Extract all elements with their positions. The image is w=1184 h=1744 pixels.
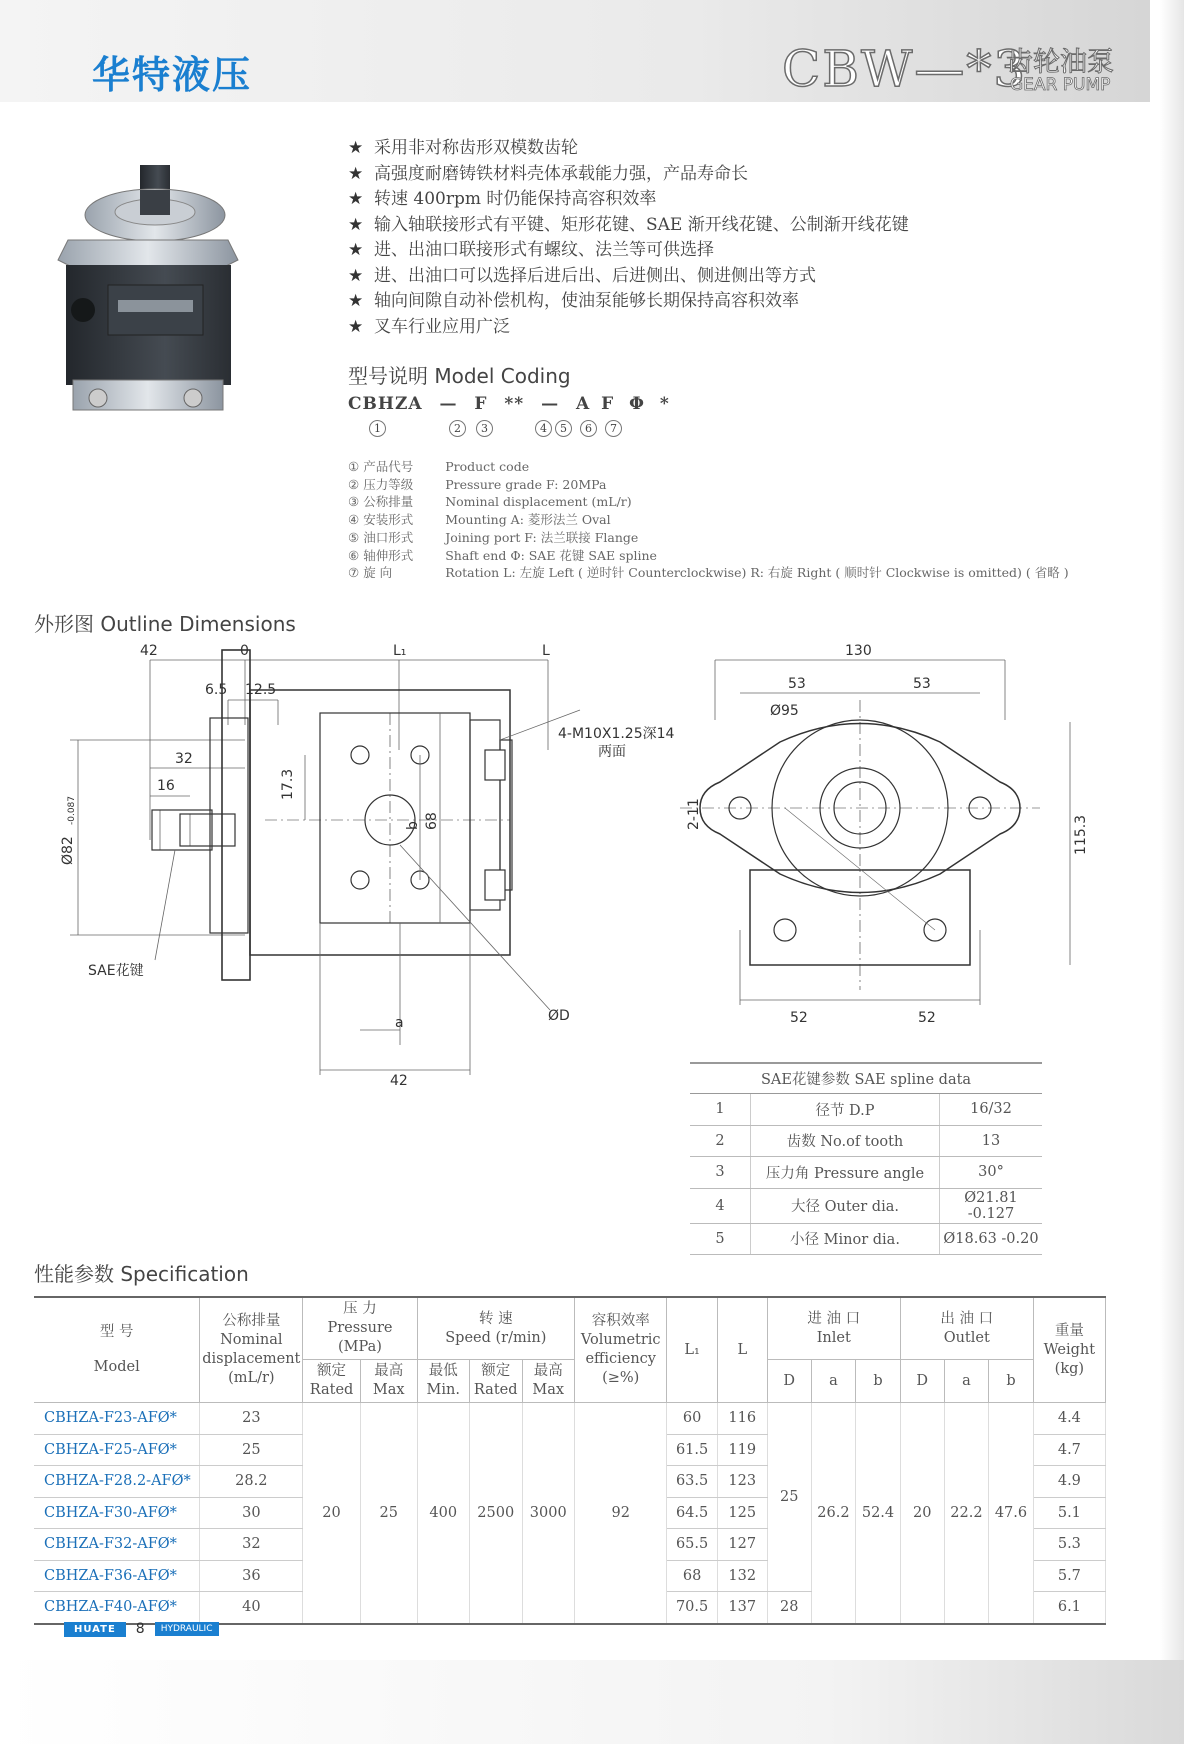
dim-32: 32	[175, 751, 193, 767]
feature-item: ★ 进、出油口可以选择后进后出、后进侧出、侧进侧出等方式	[348, 264, 909, 290]
star-icon: ★	[348, 316, 364, 337]
feature-item: ★ 输入轴联接形式有平键、矩形花键、SAE 渐开线花键、公制渐开线花键	[348, 213, 909, 239]
table-row: CBHZA-F23-AFØ* 23 20 25 400 2500 3000 92 60 116 25 26.2 52.4 20 22.2 47.6 4.4	[34, 1403, 1106, 1435]
table-row: CBHZA-F36-AFØ* 36 68 132 5.7	[34, 1560, 1106, 1592]
footer-brand: HUATE	[64, 1622, 126, 1637]
dim-phi-95: Ø95	[770, 703, 799, 719]
code-number: 7	[605, 420, 622, 437]
dim-6-5: 6.5	[205, 682, 228, 698]
table-row: CBHZA-F28.2-AFØ* 28.2 63.5 123 4.9	[34, 1466, 1106, 1498]
table-row: CBHZA-F25-AFØ* 25 61.5 119 4.7	[34, 1434, 1106, 1466]
legend-item: ② 压力等级 Pressure grade F: 20MPa	[348, 476, 607, 492]
code-number: 2	[449, 420, 466, 437]
header-row: 额定 Rated 最高 Max 最低 Min. 额定 Rated 最高 Max D a b D a b	[34, 1360, 1106, 1403]
table-row: CBHZA-F40-AFØ* 40 70.5 137 28 6.1	[34, 1592, 1106, 1624]
star-icon: ★	[348, 291, 364, 311]
table-row: CBHZA-F32-AFØ* 32 65.5 127 5.3	[34, 1529, 1106, 1561]
model-coding-title: 型号说明 Model Coding	[348, 364, 571, 388]
spline-data-table	[690, 1062, 1042, 1255]
product-name-en: GEAR PUMP	[1010, 75, 1111, 95]
table-row: 1 径节 D.P 16/32	[690, 1094, 1042, 1125]
dim-52-right: 52	[918, 1010, 936, 1026]
legend-item: ⑦ 旋 向 Rotation L: 左旋 Left ( 逆时针 Counterclockwise) R: 右旋 Right ( 顺时针 Clockwise is omitted) ( 省略 )	[348, 565, 1069, 581]
footer-tag: HYDRAULIC	[155, 1622, 219, 1636]
feature-item: ★ 进、出油口联接形式有螺纹、法兰等可供选择	[348, 238, 909, 264]
table-row: 4 大径 Outer dia. Ø21.81 -0.127	[690, 1188, 1042, 1223]
star-icon: ★	[348, 138, 364, 158]
header-row: 型 号 Model 公称排量 Nominal displacement (mL/r) 压 力 Pressure (MPa) 转 速 Speed (r/min) 容积效率 Volumetric efficiency (≥%) L₁ L 进 油 口 Inlet 出 油 口 Outlet 重量 Weight (kg)	[34, 1297, 1106, 1360]
product-name-cn: 齿轮油泵	[1006, 47, 1114, 78]
coding-legend	[348, 458, 1069, 582]
star-icon: ★	[348, 240, 364, 260]
feature-item: ★ 轴向间隙自动补偿机构，使油泵能够长期保持高容积效率	[348, 289, 909, 315]
dim-2-11: 2-11	[686, 798, 702, 830]
dim-42: 42	[140, 643, 158, 659]
star-icon: ★	[348, 163, 364, 184]
sae-spline-label: SAE花键	[88, 963, 144, 979]
thread-callout: 4-M10X1.25深14	[558, 726, 675, 742]
code-number: 1	[369, 420, 386, 437]
dim-phi-82-tol: -0.087	[67, 795, 77, 825]
code-number: 3	[476, 420, 493, 437]
page-number: 8	[135, 1621, 145, 1637]
dim-0: 0	[240, 643, 249, 659]
dim-53-left: 53	[788, 676, 806, 692]
star-icon: ★	[348, 214, 364, 235]
front-view-drawing	[660, 630, 1100, 1040]
model-series: CBW—*3	[782, 40, 1028, 98]
dim-42-bottom: 42	[390, 1073, 408, 1089]
code-number: 4	[535, 420, 552, 437]
table-row: 2 齿数 No.of tooth 13	[690, 1125, 1042, 1157]
feature-item: ★ 叉车行业应用广泛	[348, 315, 909, 341]
table-row: 3 压力角 Pressure angle 30°	[690, 1157, 1042, 1189]
legend-item: ⑥ 轴伸形式 Shaft end Φ: SAE 花键 SAE spline	[348, 547, 657, 563]
legend-item: ① 产品代号 Product code	[348, 459, 530, 474]
code-number: 5	[555, 420, 572, 437]
table-row: CBHZA-F30-AFØ* 30 64.5 125 5.1	[34, 1497, 1106, 1529]
dim-115-3: 115.3	[1073, 814, 1089, 855]
page-edge	[1160, 0, 1184, 1744]
page-bottom-shade	[0, 1660, 1184, 1744]
outline-title: 外形图 Outline Dimensions	[34, 612, 296, 636]
star-icon: ★	[348, 265, 364, 286]
legend-item: ③ 公称排量 Nominal displacement (mL/r)	[348, 494, 632, 510]
star-icon: ★	[348, 189, 364, 209]
spec-title: 性能参数 Specification	[34, 1262, 249, 1286]
feature-item: ★ 采用非对称齿形双模数齿轮	[348, 136, 909, 162]
dim-b: b	[405, 821, 421, 830]
dim-phi-82: Ø82	[60, 836, 76, 865]
pump-photo	[48, 160, 268, 435]
legend-item: ⑤ 油口形式 Joining port F: 法兰联接 Flange	[348, 529, 639, 545]
dim-53-right: 53	[913, 676, 931, 692]
dim-52-left: 52	[790, 1010, 808, 1026]
feature-item: ★ 高强度耐磨铸铁材料壳体承载能力强，产品寿命长	[348, 162, 909, 188]
code-number: 6	[580, 420, 597, 437]
table-row: 5 小径 Minor dia. Ø18.63 -0.20	[690, 1223, 1042, 1255]
spline-table-caption: SAE花键参数 SAE spline data	[690, 1062, 1042, 1094]
spec-table	[34, 1296, 1106, 1625]
dim-a: a	[395, 1015, 404, 1031]
thread-note: 两面	[598, 744, 626, 760]
dim-16: 16	[157, 778, 175, 794]
legend-item: ④ 安装形式 Mounting A: 菱形法兰 Oval	[348, 512, 611, 528]
brand-title: 华特液压	[92, 53, 253, 97]
dim-68: 68	[424, 812, 440, 830]
feature-item: ★ 转速 400rpm 时仍能保持高容积效率	[348, 187, 909, 213]
dim-17-3: 17.3	[280, 768, 296, 800]
dim-phi-D: ØD	[548, 1008, 570, 1024]
dim-130: 130	[845, 643, 872, 659]
footer	[64, 1620, 219, 1638]
code-numbers	[348, 420, 648, 440]
dim-12-5: 12.5	[245, 682, 277, 698]
model-code-string: CBHZA — F ** — A F Φ *	[348, 394, 670, 414]
dim-L1: L₁	[393, 643, 407, 659]
side-view-drawing	[60, 630, 675, 1100]
feature-list	[348, 136, 909, 340]
dim-L: L	[542, 643, 550, 659]
